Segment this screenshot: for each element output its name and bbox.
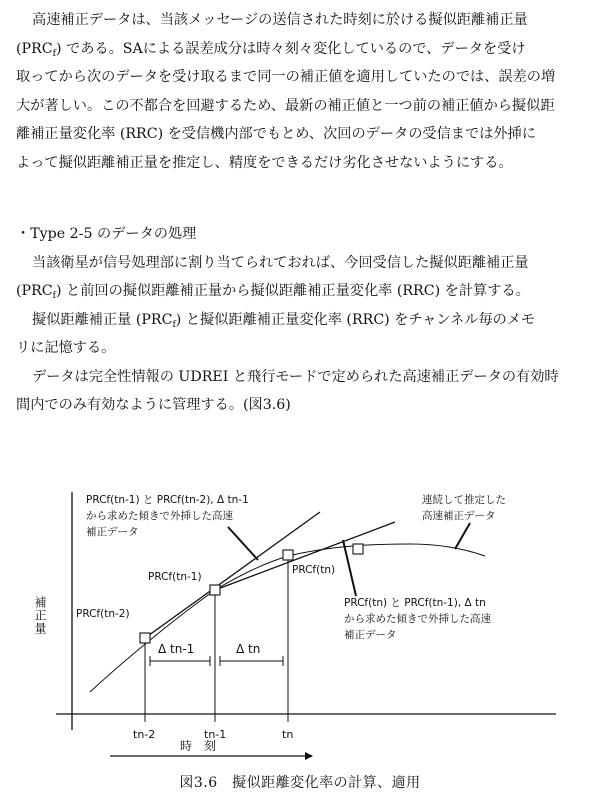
annotation-upper xyxy=(86,494,252,538)
subscript: f xyxy=(172,319,176,330)
data-point xyxy=(353,544,363,554)
text-fragment: (PRC xyxy=(16,40,53,57)
section-heading: ・Type 2-5 のデータの処理 xyxy=(16,226,197,242)
annotation-right xyxy=(422,493,509,522)
extrapolation-line-2 xyxy=(215,522,395,590)
text-fragment: ) と擬似距離補正量変化率 (RRC) をチャンネル毎のメモ xyxy=(175,311,536,328)
data-point xyxy=(140,633,150,643)
text-line: 高速補正データは、当該メッセージの送信された時刻に於ける擬似距離補正量 xyxy=(32,12,528,28)
tick-label-tn-2: tn-2 xyxy=(133,728,156,741)
text-line xyxy=(16,306,586,335)
subscript: f xyxy=(52,48,56,59)
text-line: 当該衛星が信号処理部に割り当てられておれば、今回受信した擬似距離補正量 xyxy=(32,254,529,271)
text-line xyxy=(16,277,586,306)
section-type2-5 xyxy=(16,220,586,420)
annotation-line: PRCf(tn) と PRCf(tn-1), Δ tn xyxy=(344,597,486,609)
point-label-tn-2: PRCf(tn-2) xyxy=(76,608,130,620)
data-point xyxy=(210,585,220,595)
annotation-line: 補正データ xyxy=(344,629,397,641)
text-line: リに記憶する。 xyxy=(16,340,116,356)
point-label-tn-1: PRCf(tn-1) xyxy=(148,571,202,583)
text-line: 取ってから次のデータを受け取るまで同一の補正値を適用していたのでは、誤差の増 xyxy=(16,69,556,85)
annotation-line: 補正データ xyxy=(86,526,139,538)
paragraph-fast-correction xyxy=(16,6,586,177)
annotation-line: から求めた傾きで外挿した高速 xyxy=(344,613,491,625)
text-line: よって擬似距離補正量を推定し、精度をできるだけ劣化させないようにする。 xyxy=(16,154,513,171)
annotation-line: PRCf(tn-1) と PRCf(tn-2), Δ tn-1 xyxy=(86,494,249,506)
text-line: データは完全性情報の UDREI と飛行モードで定められた高速補正データの有効時 xyxy=(32,368,559,385)
text-line: 間内でのみ有効なように管理する。(図3.6) xyxy=(16,397,291,413)
leader-line-upper xyxy=(228,527,258,560)
y-axis-label: 補正量 xyxy=(33,596,47,635)
text-fragment: 擬似距離補正量 (PRC xyxy=(32,311,173,328)
annotation-lower xyxy=(344,597,494,641)
annotation-line: 高速補正データ xyxy=(422,510,496,522)
interval-label-2: Δ tn xyxy=(236,642,261,656)
tick-label-tn-1: tn-1 xyxy=(204,728,227,741)
point-label-tn: PRCf(tn) xyxy=(292,564,336,576)
tick-label-tn: tn xyxy=(282,728,294,741)
text-line: 大が著しい。この不都合を回避するため、最新の補正値と一つ前の補正値から擬似距 xyxy=(16,97,555,114)
text-line xyxy=(16,35,586,64)
x-axis-label: 時 刻 xyxy=(180,739,217,753)
interval-label-1: Δ tn-1 xyxy=(158,642,195,656)
subscript: f xyxy=(52,291,56,301)
data-point xyxy=(283,550,293,560)
text-fragment: (PRC xyxy=(16,283,53,299)
annotation-line: 連続して推定した xyxy=(422,494,506,506)
text-fragment: ) と前回の擬似距離補正量から擬似距離補正量変化率 (RRC) を計算する。 xyxy=(55,283,530,299)
text-fragment: ) である。SAによる誤差成分は時々刻々変化しているので、データを受け xyxy=(55,40,526,57)
leader-line-right xyxy=(455,523,470,549)
figure-caption: 図3.6 擬似距離変化率の計算、適用 xyxy=(179,775,421,791)
text-line: 離補正量変化率 (RRC) を受信機内部でもとめ、次回のデータの受信までは外挿に xyxy=(16,126,536,142)
annotation-line: から求めた傾きで外挿した高速 xyxy=(86,510,233,522)
extrapolation-diagram xyxy=(0,470,600,770)
